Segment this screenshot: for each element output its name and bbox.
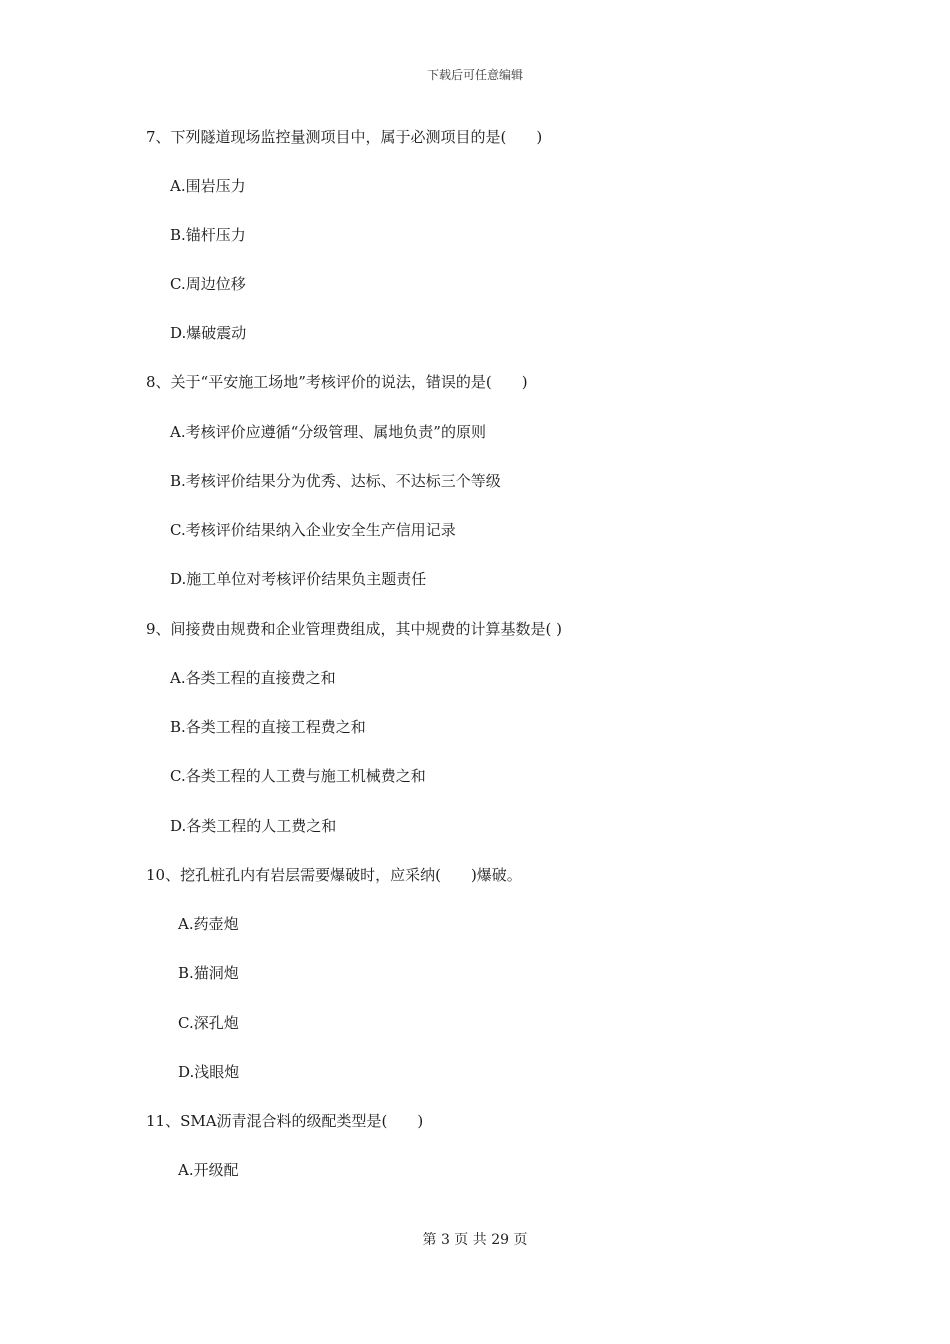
question-8-option-b: B.考核评价结果分为优秀、达标、不达标三个等级 xyxy=(170,472,501,490)
question-10-option-a: A.药壶炮 xyxy=(178,915,239,933)
question-9-stem: 9、间接费由规费和企业管理费组成，其中规费的计算基数是( ) xyxy=(146,620,563,638)
page-header: 下载后可任意编辑 xyxy=(426,68,523,82)
question-10-stem: 10、挖孔桩孔内有岩层需要爆破时，应采纳( )爆破。 xyxy=(146,866,522,884)
question-11-stem: 11、SMA沥青混合料的级配类型是( ) xyxy=(146,1112,424,1130)
question-9-option-c: C.各类工程的人工费与施工机械费之和 xyxy=(170,767,426,785)
question-10-option-c: C.深孔炮 xyxy=(178,1014,239,1032)
question-8-option-c: C.考核评价结果纳入企业安全生产信用记录 xyxy=(170,521,456,539)
question-8-option-d: D.施工单位对考核评价结果负主题责任 xyxy=(170,570,427,588)
question-9-option-a: A.各类工程的直接费之和 xyxy=(170,669,336,687)
page-footer: 第 3 页 共 29 页 xyxy=(422,1232,528,1248)
question-7-option-a: A.围岩压力 xyxy=(170,177,246,195)
question-8-stem: 8、关于“平安施工场地”考核评价的说法，错误的是( ) xyxy=(146,373,528,391)
question-9-option-d: D.各类工程的人工费之和 xyxy=(170,817,337,835)
question-7-option-b: B.锚杆压力 xyxy=(170,226,246,244)
question-8-option-a: A.考核评价应遵循“分级管理、属地负责”的原则 xyxy=(170,423,486,441)
question-11-option-a: A.开级配 xyxy=(178,1161,239,1179)
question-7-stem: 7、下列隧道现场监控量测项目中，属于必测项目的是( ) xyxy=(146,128,543,146)
question-10-option-d: D.浅眼炮 xyxy=(178,1063,240,1081)
question-7-option-d: D.爆破震动 xyxy=(170,324,247,342)
question-9-option-b: B.各类工程的直接工程费之和 xyxy=(170,718,366,736)
question-10-option-b: B.猫洞炮 xyxy=(178,964,239,982)
question-7-option-c: C.周边位移 xyxy=(170,275,246,293)
